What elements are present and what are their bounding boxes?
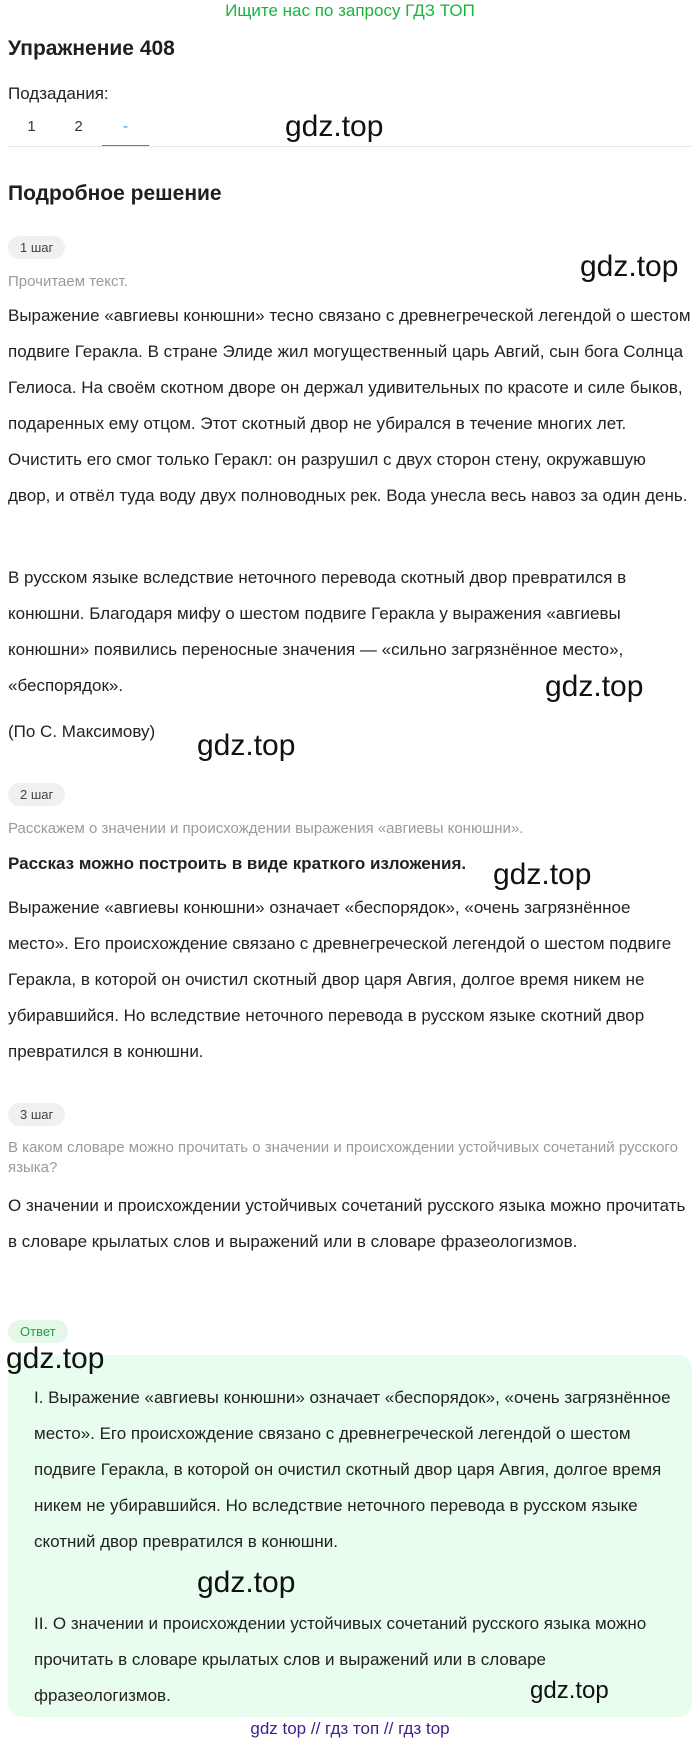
step-2-text: Выражение «авгиевы конюшни» означает «беспорядок», «очень загрязнённое место». Его происхождение связано с древнегреческой легендой о шестом подвиге Геракла, в которой он очистил скотный двор царя Авгия, долгое время никем не убиравшийся. Но вследствие неточного перевода в русском языке скотний двор превратился в конюшни. [8, 898, 672, 1061]
subtasks-label: Подзадания: [8, 84, 109, 103]
step-1-text: В русском языке вследствие неточного перевода скотный двор превратился в конюшни. Благодаря мифу о шестом подвиге Геракла у выражения «авгиевы конюшни» появились переносные значения — «сильно загрязнённое место», «беспорядок». [8, 568, 627, 695]
step-2-bold-text: Рассказ можно построить в виде краткого изложения. [8, 854, 467, 873]
watermark: gdz.top [6, 1342, 105, 1375]
footer-link[interactable]: гдз топ [325, 1719, 380, 1738]
step-3-badge: 3 шаг [8, 1103, 65, 1126]
tabs-divider [8, 146, 692, 147]
answer-badge: Ответ [8, 1320, 68, 1343]
page-title: Упражнение 408 [8, 37, 175, 60]
step-1-source: (По С. Максимову) [8, 722, 156, 741]
watermark: gdz.top [493, 858, 592, 891]
subtask-tab-current[interactable]: - [102, 113, 149, 147]
step-1-hint: Прочитаем текст. [8, 273, 128, 290]
subtask-tabs [8, 113, 149, 147]
watermark: gdz.top [197, 729, 296, 762]
footer-link[interactable]: гдз top [398, 1719, 450, 1738]
watermark: gdz.top [580, 250, 679, 283]
answer-item: II. О значении и происхождении устойчивых сочетаний русского языка можно прочитать в словаре крылатых слов и выражений или в словаре фразеологизмов. [34, 1614, 647, 1705]
watermark: gdz.top [197, 1566, 296, 1599]
watermark: gdz.top [285, 110, 384, 143]
step-1-text: Выражение «авгиевы конюшни» тесно связано с древнегреческой легендой о шестом подвиге Геракла. В стране Элиде жил могущественный царь Авгий, сын бога Солнца Гелиоса. На своём скотном дворе он держал удивительных по красоте и силе быков, подаренных ему отцом. Этот скотный двор не убирался в течение многих лет. Очистить его смог только Геракл: он разрушил с двух сторон стену, окружавшую двор, и отвёл туда воду двух полноводных рек. Вода унесла весь навоз за один день. [8, 306, 691, 505]
footer-separator: // [383, 1719, 394, 1738]
step-3-hint: В каком словаре можно прочитать о значении и происхождении устойчивых сочетаний русского языка? [8, 1139, 678, 1176]
search-banner: Ищите нас по запросу ГДЗ ТОП [225, 1, 475, 20]
section-title: Подробное решение [8, 182, 222, 205]
footer-links [0, 1717, 700, 1741]
step-2-hint: Расскажем о значении и происхождении выражения «авгиевы конюшни». [8, 820, 524, 837]
footer-separator: // [310, 1719, 321, 1738]
answer-item: I. Выражение «авгиевы конюшни» означает «беспорядок», «очень загрязнённое место». Его происхождение связано с древнегреческой легендой о шестом подвиге Геракла, в которой он очистил скотный двор царя Авгия, долгое время никем не убиравшийся. Но вследствие неточного перевода в русском языке скотний двор превратился в конюшни. [34, 1388, 671, 1551]
step-1-badge: 1 шаг [8, 236, 65, 259]
subtask-tab-1[interactable]: 1 [27, 118, 36, 135]
step-3-text: О значении и происхождении устойчивых сочетаний русского языка можно прочитать в словаре крылатых слов и выражений или в словаре фразеологизмов. [8, 1196, 686, 1251]
watermark: gdz.top [545, 670, 644, 703]
subtask-tab-2[interactable]: 2 [74, 118, 83, 135]
footer-link[interactable]: gdz top [250, 1719, 307, 1738]
step-2-badge: 2 шаг [8, 783, 65, 806]
watermark: gdz.top [530, 1677, 609, 1704]
